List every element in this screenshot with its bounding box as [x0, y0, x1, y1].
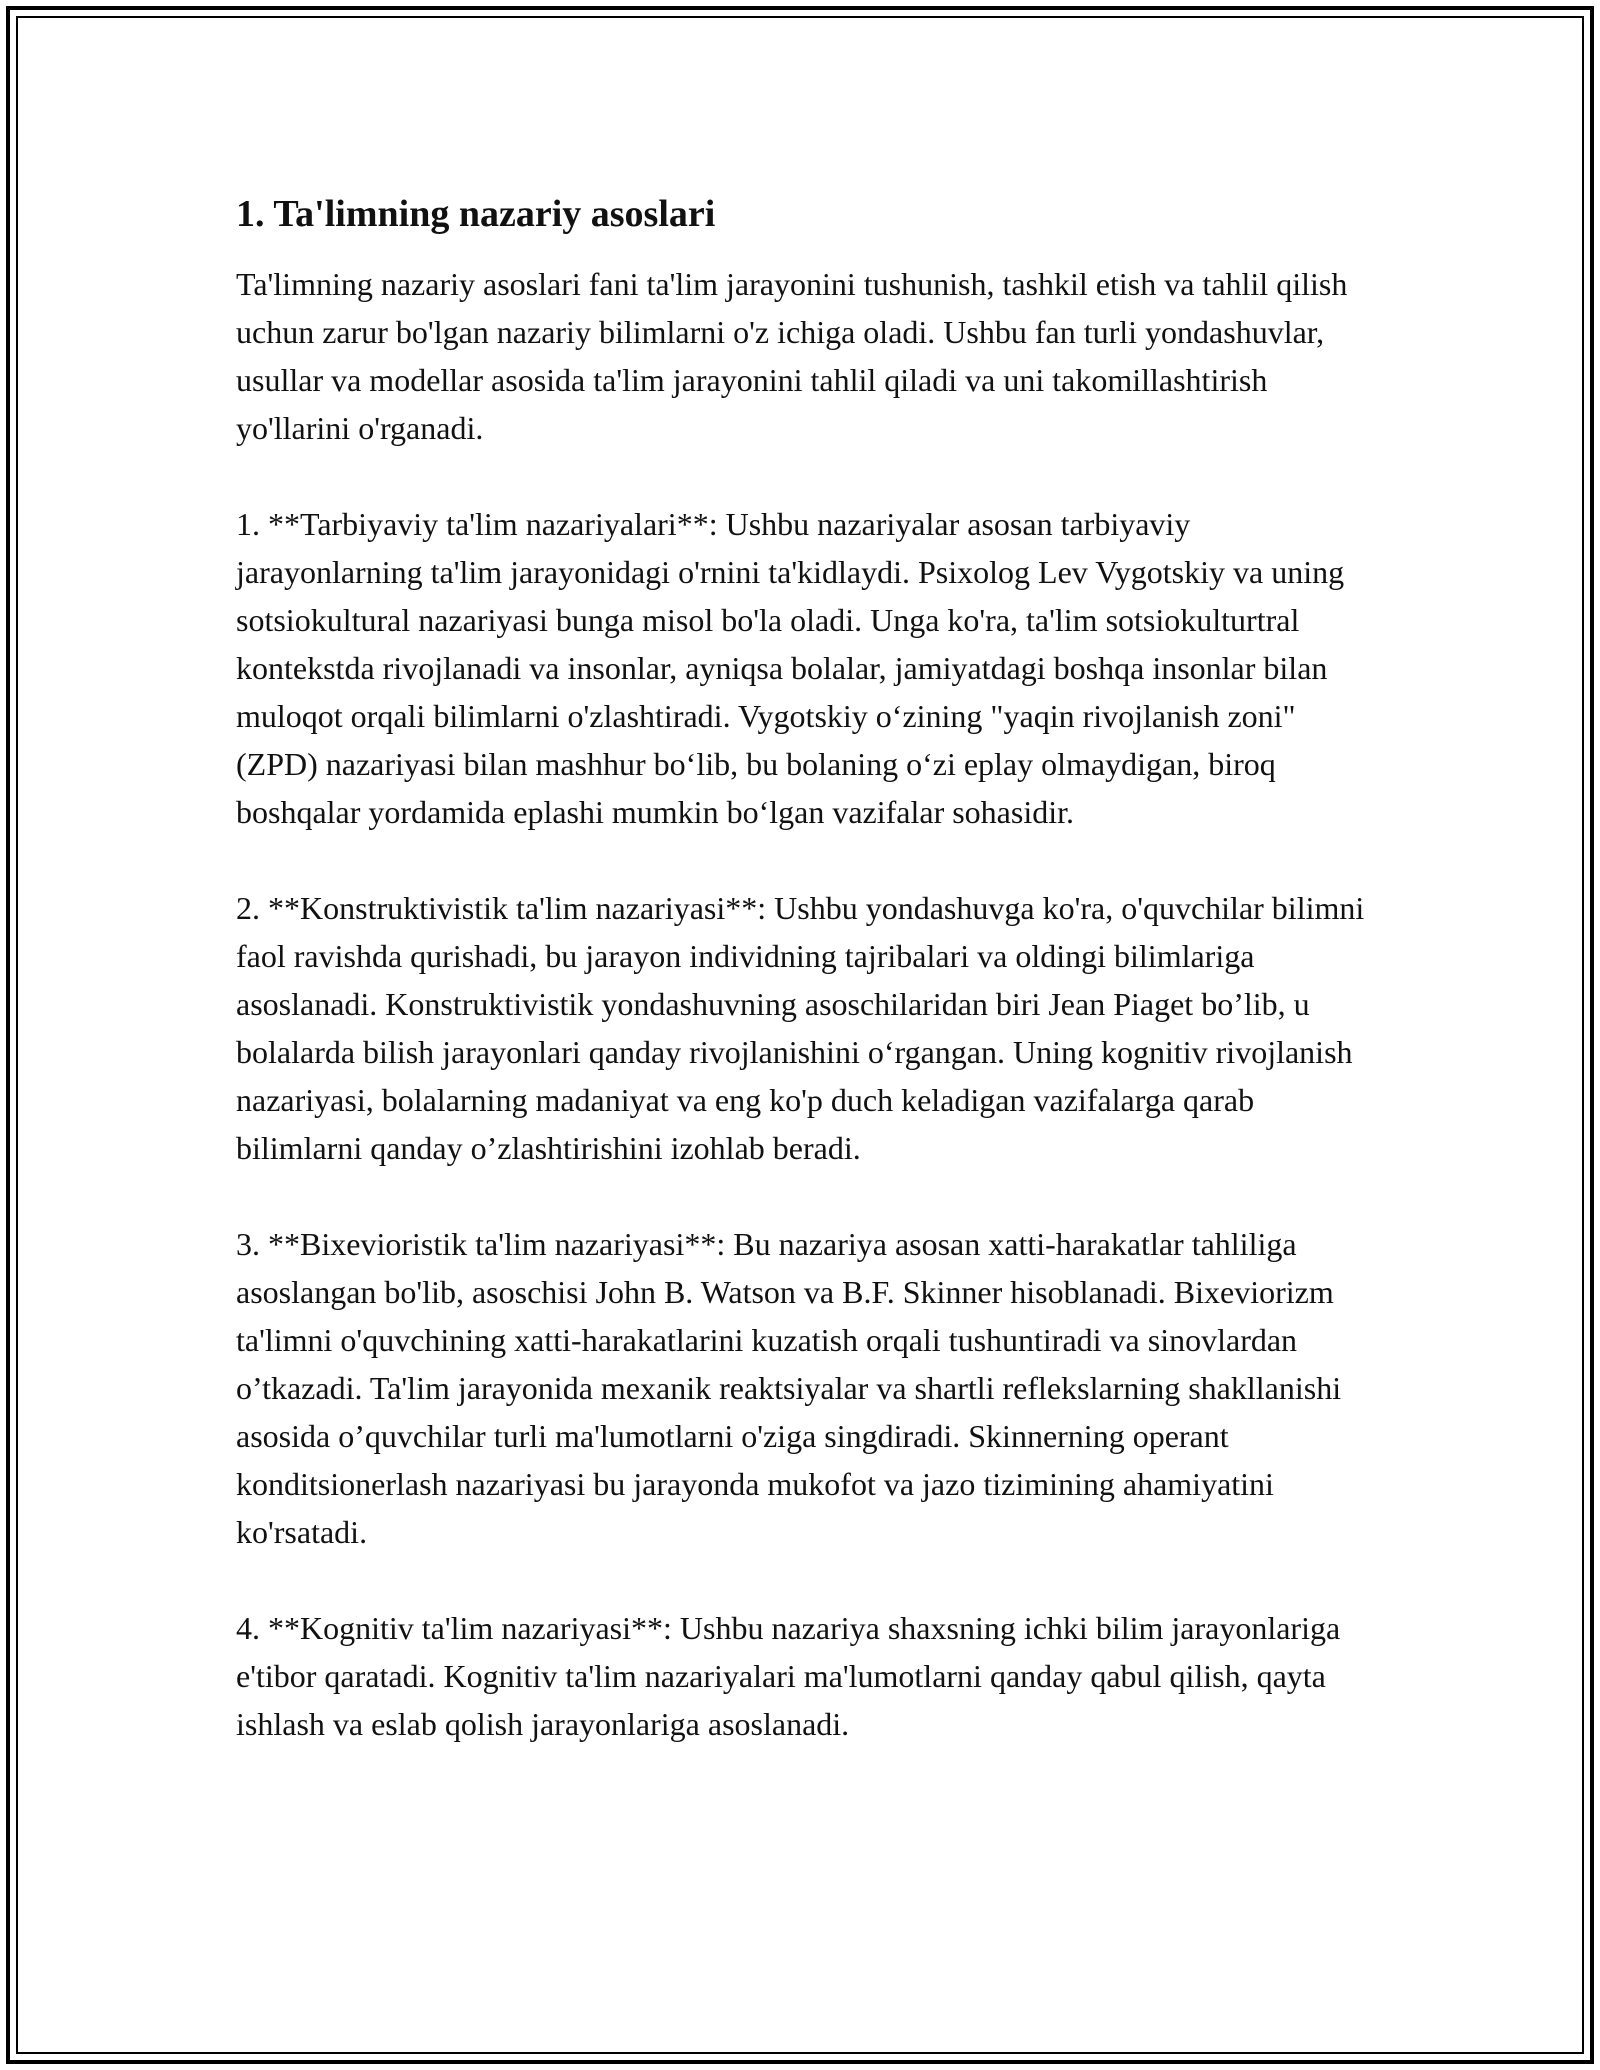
- section-heading: 1. Ta'limning nazariy asoslari: [236, 193, 716, 235]
- paragraph-tarbiyaviy: 1. **Tarbiyaviy ta'lim nazariyalari**: Ushbu nazariyalar asosan tarbiyaviy jarayonlarning ta'lim jarayonidagi o'rnini ta'kidlaydi. Psixolog Lev Vygotskiy va uning sotsiokultural nazariyasi bunga misol bo'la oladi. Unga ko'ra, ta'lim sotsiokulturtral kontekstda rivojlanadi va insonlar, ayniqsa bolalar, jamiyatdagi boshqa insonlar bilan muloqot orqali bilimlarni o'zlashtiradi. Vygotskiy o‘zining "yaqin rivojlanish zoni" (ZPD) nazariyasi bilan mashhur bo‘lib, bu bolaning o‘zi eplay olmaydigan, biroq boshqalar yordamida eplashi mumkin bo‘lgan vazifalar sohasidir.: [236, 506, 1345, 830]
- paragraph-kognitiv: 4. **Kognitiv ta'lim nazariyasi**: Ushbu nazariya shaxsning ichki bilim jarayonlariga e'tibor qaratadi. Kognitiv ta'lim nazariyalari ma'lumotlarni qanday qabul qilish, qayta ishlash va eslab qolish jarayonlariga asoslanadi.: [236, 1610, 1341, 1742]
- intro-paragraph: Ta'limning nazariy asoslari fani ta'lim jarayonini tushunish, tashkil etish va tahlil qilish uchun zarur bo'lgan nazariy bilimlarni o'z ichiga oladi. Ushbu fan turli yondashuvlar, usullar va modellar asosida ta'lim jarayonini tahlil qiladi va uni takomillashtirish yo'llarini o'rganadi.: [236, 266, 1348, 446]
- document-body: [236, 184, 1376, 1748]
- paragraph-konstruktivistik: 2. **Konstruktivistik ta'lim nazariyasi**: Ushbu yondashuvga ko'ra, o'quvchilar bilimni faol ravishda qurishadi, bu jarayon individning tajribalari va oldingi bilimlariga asoslanadi. Konstruktivistik yondashuvning asoschilaridan biri Jean Piaget bo’lib, u bolalarda bilish jarayonlari qanday rivojlanishini o‘rgangan. Uning kognitiv rivojlanish nazariyasi, bolalarning madaniyat va eng ko'p duch keladigan vazifalarga qarab bilimlarni qanday o’zlashtirishini izohlab beradi.: [236, 890, 1365, 1166]
- paragraph-bixevioristik: 3. **Bixevioristik ta'lim nazariyasi**: Bu nazariya asosan xatti-harakatlar tahliliga asoslangan bo'lib, asoschisi John B. Watson va B.F. Skinner hisoblanadi. Bixeviorizm ta'limni o'quvchining xatti-harakatlarini kuzatish orqali tushuntiradi va sinovlardan o’tkazadi. Ta'lim jarayonida mexanik reaktsiyalar va shartli reflekslarning shakllanishi asosida o’quvchilar turli ma'lumotlarni o'ziga singdiradi. Skinnerning operant konditsionerlash nazariyasi bu jarayonda mukofot va jazo tizimining ahamiyatini ko'rsatadi.: [236, 1226, 1342, 1550]
